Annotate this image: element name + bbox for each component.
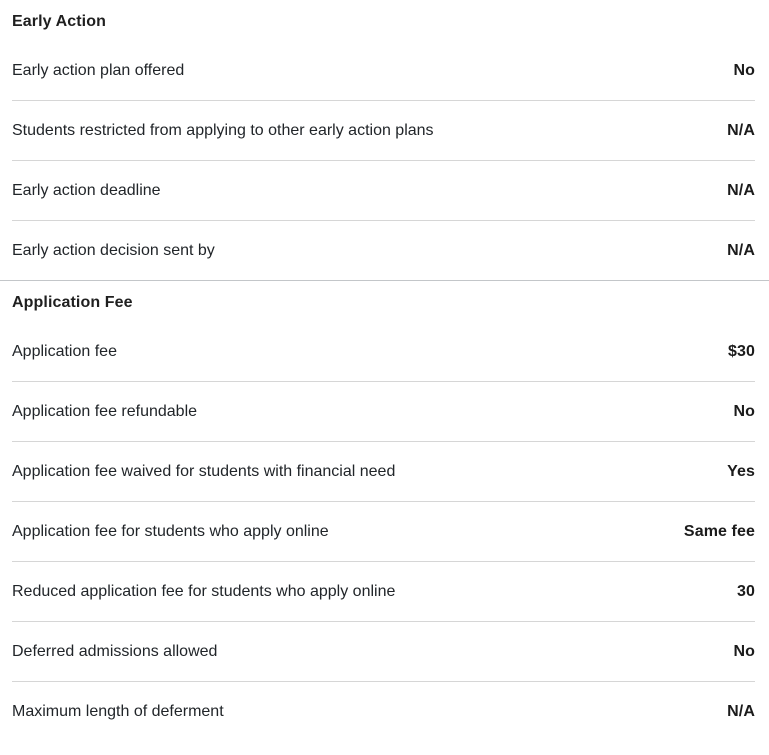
row-value: N/A (727, 121, 755, 139)
row-value: 30 (737, 582, 755, 600)
row-value: N/A (727, 702, 755, 720)
row-value: N/A (727, 241, 755, 259)
row-label: Application fee (12, 343, 117, 360)
section-application-fee (0, 281, 769, 741)
row-value: N/A (727, 181, 755, 199)
row-value: No (733, 642, 755, 660)
section-title: Application Fee (12, 294, 133, 311)
row-value: Same fee (683, 522, 755, 540)
row-label: Application fee for students who apply online (12, 523, 329, 540)
info-row (0, 101, 769, 160)
info-row (0, 442, 769, 501)
row-label: Early action plan offered (12, 62, 185, 79)
info-row (0, 41, 769, 100)
row-label: Application fee refundable (12, 403, 198, 420)
section-early-action (0, 0, 769, 280)
row-label: Deferred admissions allowed (12, 643, 218, 660)
row-label: Application fee waived for students with financial need (12, 463, 396, 480)
section-title: Early Action (12, 13, 106, 30)
row-value: No (733, 61, 755, 79)
info-row (0, 562, 769, 621)
row-label: Students restricted from applying to other early action plans (12, 122, 434, 139)
info-row (0, 682, 769, 741)
info-row (0, 161, 769, 220)
row-value: $30 (728, 342, 755, 360)
info-row (0, 502, 769, 561)
row-label: Early action deadline (12, 182, 161, 199)
info-row (0, 221, 769, 280)
row-label: Early action decision sent by (12, 242, 215, 259)
info-row (0, 322, 769, 381)
row-value: No (733, 402, 755, 420)
row-value: Yes (727, 462, 755, 480)
row-label: Reduced application fee for students who apply online (12, 583, 396, 600)
info-row (0, 382, 769, 441)
info-row (0, 622, 769, 681)
row-label: Maximum length of deferment (12, 703, 224, 720)
